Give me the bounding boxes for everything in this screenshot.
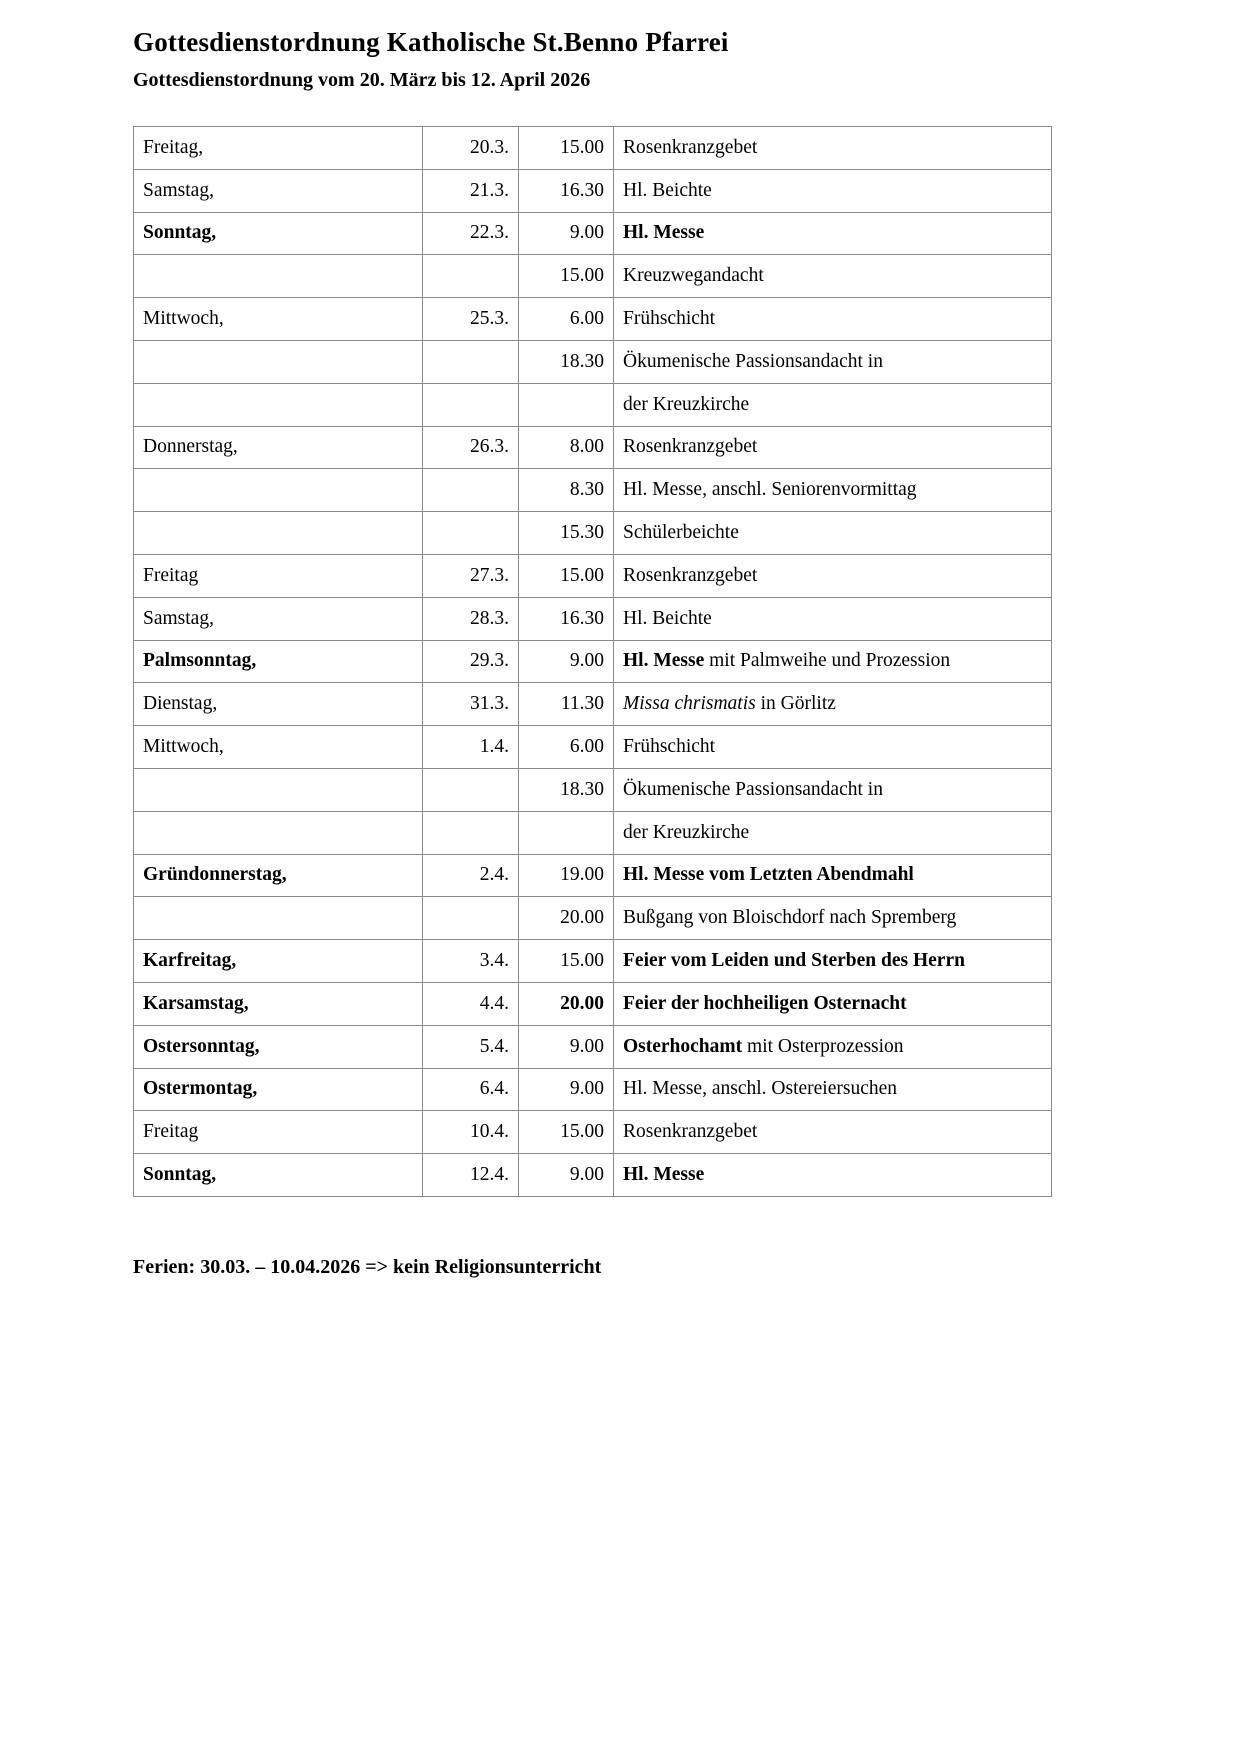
date-cell: 3.4. — [423, 940, 519, 983]
date-cell: 6.4. — [423, 1068, 519, 1111]
table-row — [134, 298, 1052, 341]
date-cell — [423, 255, 519, 298]
schedule-table — [133, 126, 1052, 1197]
description-cell — [614, 683, 1052, 726]
day-cell: Palmsonntag, — [134, 640, 423, 683]
description-segment: Rosenkranzgebet — [623, 1121, 758, 1143]
date-cell — [423, 897, 519, 940]
description-segment: Ökumenische Passionsandacht in — [623, 778, 883, 800]
table-row — [134, 940, 1052, 983]
date-cell — [423, 512, 519, 555]
table-row — [134, 811, 1052, 854]
table-row — [134, 1154, 1052, 1197]
date-cell: 10.4. — [423, 1111, 519, 1154]
description-cell — [614, 982, 1052, 1025]
day-cell — [134, 340, 423, 383]
description-cell — [614, 127, 1052, 170]
date-cell — [423, 811, 519, 854]
day-cell: Ostersonntag, — [134, 1025, 423, 1068]
time-cell: 18.30 — [519, 340, 614, 383]
holiday-note: Ferien: 30.03. – 10.04.2026 => kein Religionsunterricht — [133, 1256, 602, 1278]
table-row — [134, 469, 1052, 512]
time-cell: 15.00 — [519, 940, 614, 983]
description-segment: Feier vom Leiden und Sterben des Herrn — [623, 950, 965, 972]
table-row — [134, 726, 1052, 769]
description-segment: Hl. Messe vom Letzten Abendmahl — [623, 864, 914, 886]
time-cell: 18.30 — [519, 768, 614, 811]
description-cell — [614, 597, 1052, 640]
description-cell — [614, 554, 1052, 597]
schedule-table-body — [134, 127, 1052, 1197]
date-cell: 26.3. — [423, 426, 519, 469]
table-row — [134, 383, 1052, 426]
description-cell — [614, 212, 1052, 255]
description-segment: der Kreuzkirche — [623, 393, 750, 415]
date-cell: 20.3. — [423, 127, 519, 170]
day-cell: Mittwoch, — [134, 298, 423, 341]
description-segment: Rosenkranzgebet — [623, 136, 758, 158]
date-cell — [423, 383, 519, 426]
time-cell: 9.00 — [519, 1154, 614, 1197]
day-cell: Mittwoch, — [134, 726, 423, 769]
day-cell: Sonntag, — [134, 1154, 423, 1197]
description-segment: in Görlitz — [755, 693, 836, 715]
description-segment: Hl. Beichte — [623, 179, 712, 201]
table-row — [134, 768, 1052, 811]
description-cell — [614, 340, 1052, 383]
time-cell: 15.00 — [519, 554, 614, 597]
document-subtitle: Gottesdienstordnung vom 20. März bis 12. April 2026 — [133, 69, 591, 91]
time-cell: 9.00 — [519, 212, 614, 255]
description-segment: Rosenkranzgebet — [623, 564, 758, 586]
description-segment: Missa chrismatis — [623, 693, 756, 715]
description-segment: Hl. Messe — [623, 222, 705, 244]
time-cell: 16.30 — [519, 169, 614, 212]
date-cell: 5.4. — [423, 1025, 519, 1068]
table-row — [134, 640, 1052, 683]
table-row — [134, 169, 1052, 212]
table-row — [134, 597, 1052, 640]
time-cell: 20.00 — [519, 897, 614, 940]
description-segment: Feier der hochheiligen Osternacht — [623, 992, 907, 1014]
day-cell: Samstag, — [134, 169, 423, 212]
description-segment: Ökumenische Passionsandacht in — [623, 350, 883, 372]
date-cell — [423, 469, 519, 512]
day-cell: Donnerstag, — [134, 426, 423, 469]
time-cell: 9.00 — [519, 1068, 614, 1111]
table-row — [134, 426, 1052, 469]
day-cell — [134, 768, 423, 811]
time-cell: 6.00 — [519, 726, 614, 769]
day-cell — [134, 897, 423, 940]
description-cell — [614, 298, 1052, 341]
description-segment: Hl. Messe — [623, 1164, 705, 1186]
description-cell — [614, 469, 1052, 512]
date-cell: 2.4. — [423, 854, 519, 897]
description-cell — [614, 897, 1052, 940]
description-cell — [614, 726, 1052, 769]
day-cell: Freitag, — [134, 127, 423, 170]
day-cell — [134, 811, 423, 854]
table-row — [134, 340, 1052, 383]
table-row — [134, 127, 1052, 170]
time-cell: 15.30 — [519, 512, 614, 555]
table-row — [134, 1111, 1052, 1154]
time-cell: 8.00 — [519, 426, 614, 469]
time-cell: 11.30 — [519, 683, 614, 726]
day-cell: Gründonnerstag, — [134, 854, 423, 897]
description-segment: der Kreuzkirche — [623, 821, 750, 843]
time-cell: 15.00 — [519, 1111, 614, 1154]
time-cell — [519, 811, 614, 854]
description-cell — [614, 426, 1052, 469]
day-cell: Sonntag, — [134, 212, 423, 255]
date-cell: 1.4. — [423, 726, 519, 769]
date-cell: 31.3. — [423, 683, 519, 726]
time-cell: 16.30 — [519, 597, 614, 640]
date-cell — [423, 340, 519, 383]
description-segment: Frühschicht — [623, 308, 716, 330]
description-segment: Hl. Messe — [623, 650, 705, 672]
date-cell: 21.3. — [423, 169, 519, 212]
day-cell — [134, 512, 423, 555]
day-cell: Karsamstag, — [134, 982, 423, 1025]
description-cell — [614, 854, 1052, 897]
date-cell: 22.3. — [423, 212, 519, 255]
description-cell — [614, 811, 1052, 854]
description-cell — [614, 1111, 1052, 1154]
table-row — [134, 897, 1052, 940]
description-segment: Hl. Beichte — [623, 607, 712, 629]
description-segment: Hl. Messe, anschl. Seniorenvormittag — [623, 479, 917, 501]
day-cell — [134, 469, 423, 512]
time-cell: 15.00 — [519, 255, 614, 298]
description-segment: Osterhochamt — [623, 1035, 743, 1057]
table-row — [134, 683, 1052, 726]
description-cell — [614, 1025, 1052, 1068]
description-segment: Rosenkranzgebet — [623, 436, 758, 458]
day-cell: Freitag — [134, 1111, 423, 1154]
time-cell: 8.30 — [519, 469, 614, 512]
date-cell: 28.3. — [423, 597, 519, 640]
description-segment: mit Palmweihe und Prozession — [704, 650, 951, 672]
description-cell — [614, 169, 1052, 212]
document-title: Gottesdienstordnung Katholische St.Benno Pfarrei — [133, 27, 729, 57]
day-cell — [134, 383, 423, 426]
time-cell — [519, 383, 614, 426]
table-row — [134, 255, 1052, 298]
description-segment: Frühschicht — [623, 736, 716, 758]
description-segment: Hl. Messe, anschl. Ostereiersuchen — [623, 1078, 897, 1100]
table-row — [134, 212, 1052, 255]
table-row — [134, 854, 1052, 897]
table-row — [134, 512, 1052, 555]
table-row — [134, 1025, 1052, 1068]
time-cell: 6.00 — [519, 298, 614, 341]
table-row — [134, 1068, 1052, 1111]
day-cell: Samstag, — [134, 597, 423, 640]
description-segment: Schülerbeichte — [623, 522, 739, 544]
time-cell: 20.00 — [519, 982, 614, 1025]
time-cell: 9.00 — [519, 640, 614, 683]
day-cell: Ostermontag, — [134, 1068, 423, 1111]
description-cell — [614, 940, 1052, 983]
table-row — [134, 554, 1052, 597]
date-cell: 27.3. — [423, 554, 519, 597]
time-cell: 15.00 — [519, 127, 614, 170]
time-cell: 19.00 — [519, 854, 614, 897]
day-cell: Karfreitag, — [134, 940, 423, 983]
description-cell — [614, 383, 1052, 426]
day-cell: Freitag — [134, 554, 423, 597]
date-cell: 29.3. — [423, 640, 519, 683]
description-segment: Bußgang von Bloischdorf nach Spremberg — [623, 907, 957, 929]
description-cell — [614, 1154, 1052, 1197]
date-cell: 4.4. — [423, 982, 519, 1025]
table-row — [134, 982, 1052, 1025]
date-cell — [423, 768, 519, 811]
time-cell: 9.00 — [519, 1025, 614, 1068]
description-segment: Kreuzwegandacht — [623, 265, 764, 287]
description-cell — [614, 512, 1052, 555]
description-cell — [614, 640, 1052, 683]
date-cell: 25.3. — [423, 298, 519, 341]
day-cell — [134, 255, 423, 298]
description-cell — [614, 1068, 1052, 1111]
description-cell — [614, 255, 1052, 298]
day-cell: Dienstag, — [134, 683, 423, 726]
date-cell: 12.4. — [423, 1154, 519, 1197]
description-cell — [614, 768, 1052, 811]
description-segment: mit Osterprozession — [742, 1035, 904, 1057]
